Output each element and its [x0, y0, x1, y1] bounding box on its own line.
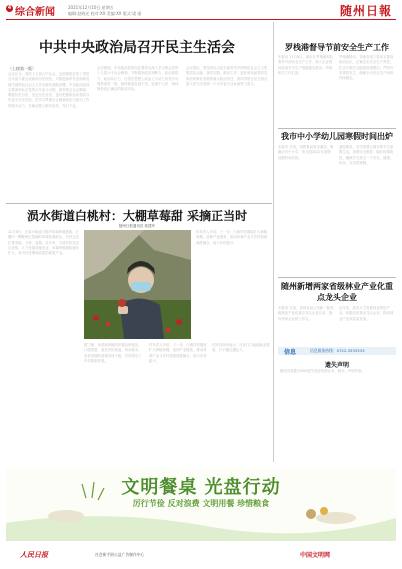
photo-story-body-col4: 村民们纷纷表示，在家门口就能就业增收，日子越过越红火。 — [212, 343, 270, 353]
lead-body-col2: 会议强调，中央政治局的同志要带头深入学习领会党的十九届六中全会精神，不断提高政治判断力、政治领悟力、政治执行力，自觉在思想上政治上行动上同党中央保持高度一致，始终做到忠诚于党、忠诚于人民，始终保持清正廉洁的政治本色。 — [97, 66, 179, 92]
side-story-body: 本报讯 12月8日，副市长罗栈港率队督导节前安全生产工作，深入企业现场检查安全生产措施落实情况，听取相关工作汇报。 — [278, 55, 334, 75]
side-story-body: 本报讯 日前，省林业局公布新一批省级林业产业化重点龙头企业名单，我市两家企业榜上有名。 — [278, 306, 334, 321]
section-divider — [278, 128, 396, 129]
section-divider — [6, 203, 272, 204]
side-story-body: 近年来，我市大力发展林业特色产业，积极培育林业龙头企业，推动林业产业高质量发展。 — [339, 306, 394, 321]
side-story-body: 本报讯 日前，市教育局发布通知，明确全市中小学、幼儿园2022年寒假放假时间安排。 — [278, 145, 334, 160]
side-story-headline-forestry[interactable]: 随州新增两家省级林业产业化重点龙头企业 — [281, 282, 393, 302]
lead-byline: （上接第一版） — [8, 66, 36, 71]
header-divider — [6, 19, 396, 20]
side-story-body: 通知要求，各学校要合理安排学生寒假生活，加强安全教育，做好疫情防控，确保学生度过一个安全、健康、快乐、充实的寒假。 — [339, 145, 394, 165]
lead-body-col3: 会议指出，要坚持以习近平新时代中国特色社会主义思想武装头脑、指导实践、推动工作，更好肩负起领导党和国家事业发展的重大政治责任，团结带领全党全国各族人民为实现第二个百年奋斗目标而努力奋斗。 — [186, 66, 268, 86]
strawberry-farmer-photo — [84, 230, 191, 339]
column-divider — [273, 22, 274, 462]
photo-story-body-col1: 12月8日，在涢水街道白桃村草莓种植基地，大棚内一颗颗鲜红饱满的草莓挂满枝头，村民正在忙着采摘、分拣、装箱。近年来，白桃村依托区位优势，大力发展设施农业，草莓种植面积逐年扩大，成为村民增收致富的重要产业。 — [8, 230, 80, 256]
info-label: 信息 — [284, 349, 297, 356]
banner-subtitle: 厉行节俭 反对浪费 文明用餐 珍惜粮食 — [132, 499, 270, 508]
civilization-net-logo: 中国文明网 — [300, 552, 331, 559]
lead-body-col1: 会议认为，党的十九届六中全会，全面系统总结了党的百年奋斗重大成就和历史经验，对推进新时代坚持和发展中国特色社会主义作出新的战略部署。中央政治局同志要深刻认识党的百年奋斗历程，深刻领会全会精神，增强历史自觉，坚定历史自信，更好把握和运用党的百年奋斗历史经验，把学习贯彻全会精神转化为推动工作的强大动力，在新征程上踔厉奋发、笃行不怠。 — [8, 72, 90, 108]
notice-body: 随州市曾都区XXX遗失营业执照正本、副本，声明作废。 — [280, 369, 365, 373]
section-title: 综合新闻 — [15, 7, 55, 18]
photo-story-body-col3: 村负责人介绍，下一步，白桃村将继续扩大种植规模，延伸产业链条，推动草莓产业与乡村旅游深度融合，助力乡村振兴。 — [149, 343, 207, 363]
issue-date: 2021年12月10日 星期五 — [68, 5, 114, 10]
photo-credit: 随州日报通讯员 郭建军 — [118, 224, 156, 228]
section-divider — [278, 277, 396, 278]
newspaper-masthead: 随州日報 — [339, 4, 392, 18]
editor-credits: 编辑:赵晓光 校对:XX 美编:XX 版式:梁 丽 — [68, 11, 142, 16]
photo-illustration — [84, 230, 191, 339]
lead-headline[interactable]: 中共中央政治局召开民主生活会 — [39, 40, 235, 56]
side-story-body: 罗栈港指出，各地各部门要切实提高政治站位，压紧压实安全生产责任，扎实开展安全隐患排查整治，严防各类事故发生，确保全市安全生产形势持续稳定。 — [339, 55, 394, 81]
side-story-headline-safety[interactable]: 罗栈港督导节前安全生产工作 — [285, 43, 389, 52]
peoples-daily-logo: 人民日报 — [20, 550, 48, 559]
info-hotline: 信息服务热线：0722-3333333 — [310, 348, 365, 353]
photo-story-body-col3: 村负责人介绍，下一步，白桃村将继续扩大种植规模，延伸产业链条，推动草莓产业与乡村旅游深度融合，助力乡村振兴。 — [196, 230, 268, 245]
footer-credit: 社会新手册公益广告制作中心 — [95, 552, 145, 557]
side-story-headline-vacation[interactable]: 我市中小学幼儿园寒假时间出炉 — [281, 132, 393, 141]
banner-title: 文明餐桌 光盘行动 — [121, 477, 281, 498]
photo-story-body-col2: 据了解，该基地种植的草莓品种优良，口感香甜，深受市民欢迎。每到周末，前来采摘的游客络绎不绝，有效带动了乡村旅游发展。 — [84, 343, 142, 363]
photo-story-headline[interactable]: 涢水街道白桃村：大棚草莓甜 采摘正当时 — [26, 209, 248, 223]
page-number-badge: 4 — [7, 5, 12, 11]
notice-title: 遗失声明 — [324, 362, 349, 369]
